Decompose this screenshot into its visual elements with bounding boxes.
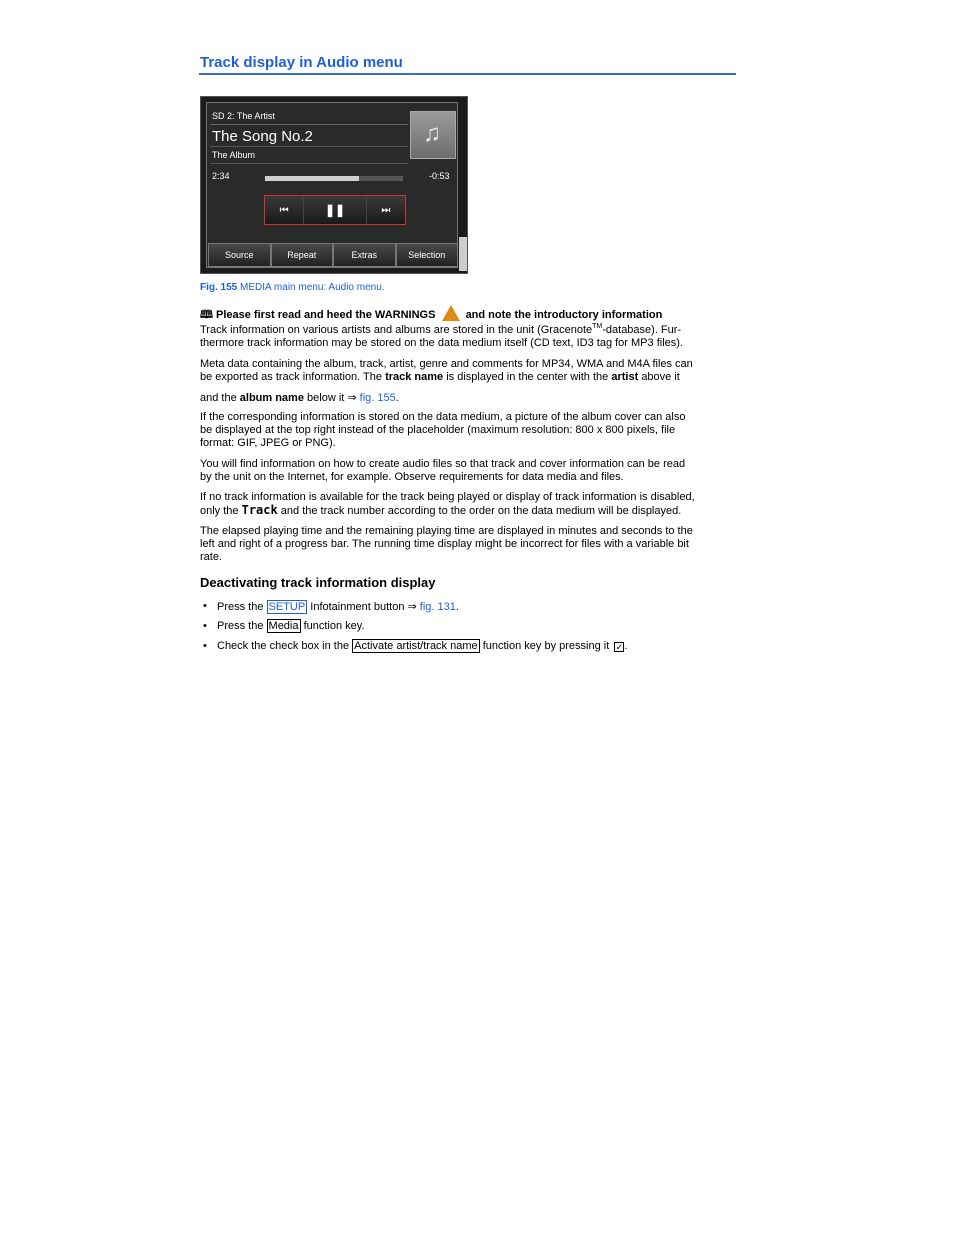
text: function key by pressing it: [482, 640, 610, 652]
bullet: •: [203, 600, 207, 612]
paragraph: [200, 324, 740, 350]
source-button[interactable]: Source: [208, 243, 271, 267]
caption-label: Fig. 155: [200, 282, 238, 293]
text: format: GIF, JPEG or PNG).: [200, 437, 336, 449]
list-item: [217, 600, 459, 613]
text: .: [624, 640, 628, 652]
book-icon: 🕮: [200, 309, 213, 321]
text: Press the: [217, 601, 264, 613]
paragraph: [200, 525, 740, 564]
display-text: Track: [241, 503, 278, 517]
text: rate.: [200, 551, 223, 563]
progress-bar[interactable]: [265, 176, 403, 181]
section-heading: Deactivating track information display: [200, 575, 436, 590]
pause-button[interactable]: ❚❚: [304, 196, 366, 224]
divider: [210, 163, 408, 164]
previous-track-button[interactable]: ⏮: [265, 196, 304, 224]
warning-triangle-icon: [442, 305, 460, 321]
remaining-time: -0:53: [429, 171, 450, 181]
paragraph: [200, 411, 740, 450]
list-item: [217, 640, 627, 652]
text: below it ⇒: [307, 392, 357, 404]
figure-caption: [200, 282, 385, 293]
text: above it: [641, 371, 680, 383]
setup-key[interactable]: SETUP: [268, 601, 306, 613]
warn-text: Please first read and heed the WARNINGS: [215, 309, 436, 321]
text: left and right of a progress bar. The running time display might be incorrect for files with a variable bit: [200, 538, 689, 550]
text: and the: [200, 392, 237, 404]
bold-text: album name: [239, 392, 304, 404]
extras-button[interactable]: Extras: [333, 243, 396, 267]
figure-link[interactable]: fig. 131: [419, 601, 456, 613]
text: Press the: [217, 620, 264, 632]
activate-artist-key[interactable]: Activate artist/track name: [354, 640, 478, 652]
text: Infotainment button ⇒: [310, 601, 417, 613]
media-key[interactable]: Media: [268, 620, 299, 632]
paragraph: [200, 491, 740, 518]
trademark: TM: [592, 323, 603, 330]
album-name: The Album: [212, 150, 256, 160]
text: Meta data containing the album, track, artist, genre and comments for MP34, WMA and M4A files can: [200, 358, 693, 370]
text: function key.: [303, 620, 365, 632]
bold-text: artist: [611, 371, 639, 383]
text: is displayed in the center with the: [446, 371, 609, 383]
page-title: Track display in Audio menu: [200, 54, 403, 71]
text: If the corresponding information is stored on the data medium, a picture of the album cover can also: [200, 411, 686, 423]
figure-id-watermark: [459, 237, 467, 271]
paragraph: [200, 458, 740, 484]
figure-image: [200, 96, 468, 274]
elapsed-time: 2:34: [212, 171, 230, 181]
figure-link[interactable]: fig. 155: [359, 392, 396, 404]
list-item: [217, 620, 365, 632]
text: .: [455, 601, 459, 613]
text: .: [395, 392, 399, 404]
repeat-button[interactable]: Repeat: [271, 243, 334, 267]
warn-text-post: and note the introductory information: [465, 309, 663, 321]
text: only the: [200, 505, 239, 517]
paragraph: [200, 358, 740, 384]
text: If no track information is available for the track being played or display of track information is disabled,: [200, 491, 695, 503]
warning-heading: [200, 305, 740, 322]
bullet: •: [203, 620, 207, 632]
function-key-bar: [208, 243, 458, 267]
text: thermore track information may be stored on the data medium itself (CD text, ID3 tag for MP3 files).: [200, 337, 683, 349]
song-title: The Song No.2: [212, 128, 313, 145]
text: Track information on various artists and albums are stored in the unit (Gracenote: [200, 324, 593, 336]
text: by the unit on the Internet, for example. Observe requirements for data media and files.: [200, 471, 624, 483]
caption-text: MEDIA main menu: Audio menu.: [240, 282, 385, 293]
divider: [210, 146, 408, 147]
music-note-icon: ♫: [423, 120, 441, 147]
playback-controls: [264, 195, 406, 225]
selection-button[interactable]: Selection: [396, 243, 459, 267]
text: You will find information on how to create audio files so that track and cover information can be read: [200, 458, 686, 470]
text: Check the check box in the: [217, 640, 350, 652]
text: and the track number according to the order on the data medium will be displayed.: [280, 505, 682, 517]
progress-fill: [265, 176, 359, 181]
source-line: SD 2: The Artist: [212, 111, 275, 121]
text: -database). Fur-: [602, 324, 682, 336]
checkbox-checked-icon: ✓: [615, 642, 624, 652]
infotainment-screen: [206, 102, 458, 268]
text: be exported as track information. The: [200, 371, 383, 383]
divider: [210, 124, 408, 125]
next-track-button[interactable]: ⏭: [367, 196, 405, 224]
album-cover-placeholder: [410, 111, 456, 159]
bold-text: track name: [385, 371, 444, 383]
title-underline: [199, 73, 736, 75]
text: The elapsed playing time and the remaining playing time are displayed in minutes and seconds to the: [200, 525, 693, 537]
bullet: •: [203, 640, 207, 652]
paragraph: [200, 392, 740, 405]
text: be displayed at the top right instead of the placeholder (maximum resolution: 800 x 800 pixels, file: [200, 424, 676, 436]
